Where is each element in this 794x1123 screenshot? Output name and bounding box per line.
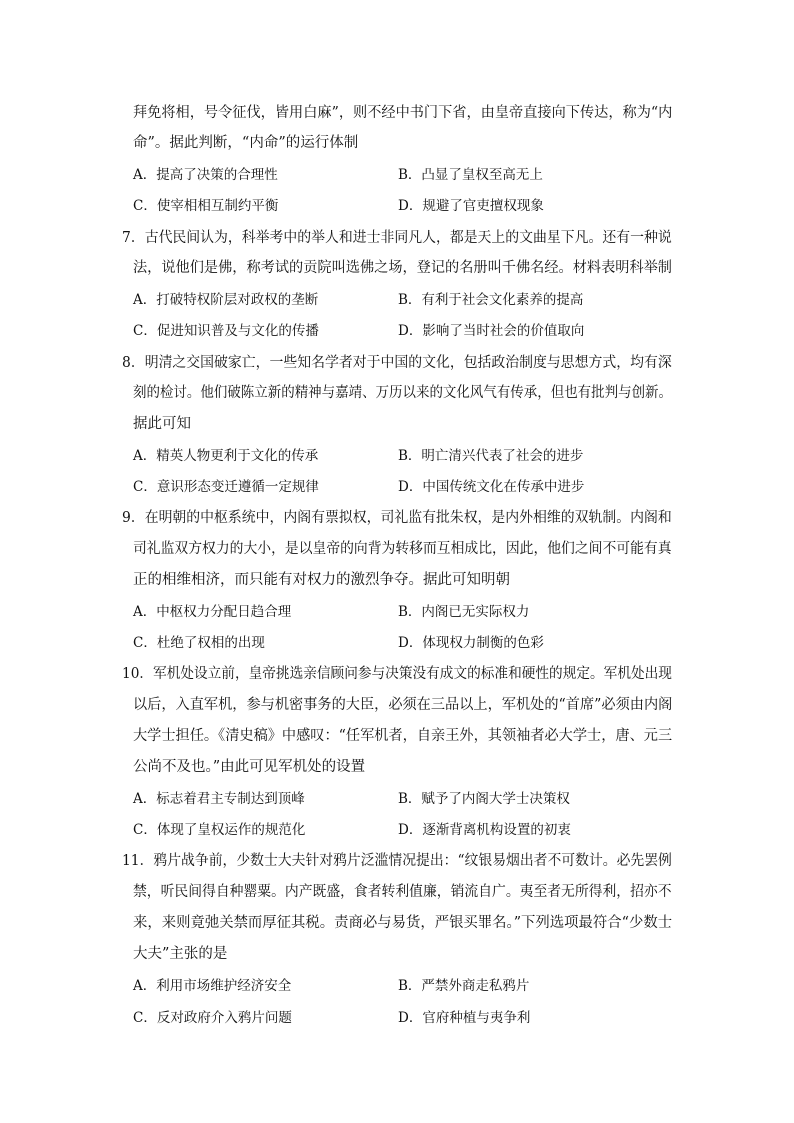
question-intro-line-1: 拜免将相，号令征伐，皆用白麻”，则不经中书门下省，由皇帝直接向下传达，称为“内 [133,105,673,121]
question-10-line-3: 大学士担任。《清史稿》中感叹：“任军机者，自亲王外，其领袖者必大学士，唐、元三 [133,728,673,744]
option-a: A．标志着君主专制达到顶峰 [133,791,305,807]
question-10-line-2: 以后，入直军机，参与机密事务的大臣，必须在三品以上，军机处的“首席”必须由内阁 [133,697,673,713]
option-a: A．利用市场维护经济安全 [133,978,292,994]
question-7-line-2: 法，说他们是佛，称考试的贡院叫选佛之场，登记的名册叫千佛名经。材料表明科举制 [133,260,672,276]
option-c: C．意识形态变迁遵循一定规律 [133,479,319,495]
option-d: D．官府种植与夷争利 [398,1010,531,1026]
question-11-line-1: 11．鸦片战争前，少数士大夫针对鸦片泛滥情况提出：“纹银易烟出者不可数计。必先罢例 [122,853,672,869]
option-c: C．杜绝了权相的出现 [133,635,265,651]
question-11-line-3: 来，来则竟弛关禁而厚征其税。责商必与易货，严银买罪名。”下列选项最符合“少数士 [133,915,673,931]
option-d: D．体现权力制衡的色彩 [398,635,544,651]
question-7-line-1: 7．古代民间认为，科举考中的举人和进士非同凡人，都是天上的文曲星下凡。还有一种说 [122,230,672,246]
option-c: C．促进知识普及与文化的传播 [133,323,319,339]
option-c: C．使宰相相互制约平衡 [133,198,279,214]
question-8-line-2: 刻的检讨。他们破陈立新的精神与嘉靖、万历以来的文化风气有传承，但也有批判与创新。 [133,385,672,401]
question-10-line-4: 公尚不及也。”由此可见军机处的设置 [133,759,366,775]
question-intro-line-2: 命”。据此判断，“内命”的运行体制 [133,135,359,151]
question-9-line-3: 正的相维相济，而只能有对权力的激烈争夺。据此可知明朝 [133,572,510,588]
option-d: D．逐渐背离机构设置的初衷 [398,822,571,838]
option-d: D．规避了官吏擅权现象 [398,198,544,214]
option-b: B．内阁已无实际权力 [398,604,530,620]
question-8-line-3: 据此可知 [133,416,191,432]
question-10-line-1: 10．军机处设立前，皇帝挑选亲信顾问参与决策没有成文的标准和硬性的规定。军机处出现 [122,666,672,682]
option-d: D．影响了当时社会的价值取向 [398,323,585,339]
option-d: D．中国传统文化在传承中进步 [398,479,585,495]
option-c: C．体现了皇权运作的规范化 [133,822,306,838]
option-a: A．中枢权力分配日趋合理 [133,604,292,620]
question-11-line-4: 大夫”主张的是 [133,946,228,962]
question-8-line-1: 8．明清之交国破家亡，一些知名学者对于中国的文化，包括政治制度与思想方式，均有深 [122,355,672,371]
option-b: B．严禁外商走私鸦片 [398,978,530,994]
question-9-line-1: 9．在明朝的中枢系统中，内阁有票拟权，司礼监有批朱权，是内外相维的双轨制。内阁和 [122,510,672,526]
option-b: B．凸显了皇权至高无上 [398,167,543,183]
option-c: C．反对政府介入鸦片问题 [133,1010,292,1026]
option-b: B．有利于社会文化素养的提高 [398,292,584,308]
option-a: A．提高了决策的合理性 [133,167,278,183]
option-a: A．打破特权阶层对政权的垄断 [133,292,319,308]
option-b: B．赋予了内阁大学士决策权 [398,791,570,807]
option-a: A．精英人物更利于文化的传承 [133,448,319,464]
option-b: B．明亡清兴代表了社会的进步 [398,448,584,464]
question-9-line-2: 司礼监双方权力的大小，是以皇帝的向背为转移而互相成比，因此，他们之间不可能有真 [133,541,672,557]
question-11-line-2: 禁，听民间得自种罂粟。内产既盛，食者转利值廉，销流自广。夷至者无所得利，招亦不 [133,884,672,900]
